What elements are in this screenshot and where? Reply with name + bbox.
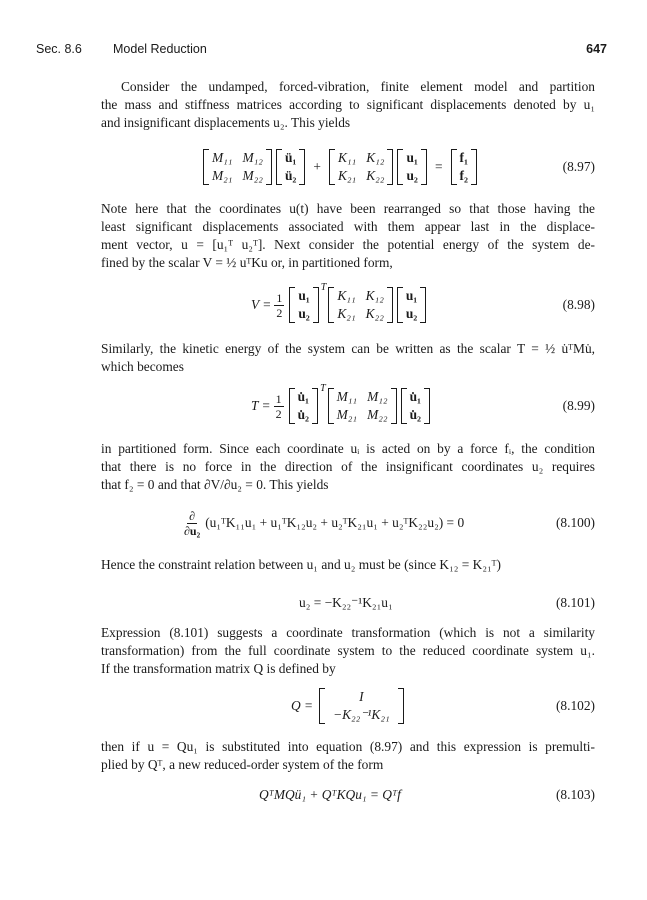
vector-entry: u₁ [298,288,310,303]
equation-number: (8.97) [562,159,595,174]
matrix-entry: M₂₂ [242,168,263,183]
transpose-mark: T [320,383,326,394]
equation-8-99 [101,383,595,429]
vector-entry: u̇₂ [297,407,310,422]
equation-number: (8.99) [562,398,595,413]
plus-operator: + [313,159,321,174]
equation-expression: u₂ = −K₂₂⁻¹K₂₁u₁ [299,595,393,610]
derivative-denominator: ∂u₂ [184,523,201,538]
matrix-entry: K₂₂ [366,168,385,183]
equation-number: (8.103) [555,787,595,802]
equation-lhs: T = [251,398,271,413]
displacement-vector [397,287,426,323]
text-line: least significant displacements associated with them appear last in the displace- [101,219,595,234]
vector-entry: u₂ [405,306,418,321]
vector-entry: u̇₂ [409,407,422,422]
paragraph-reduced-system [101,738,595,774]
fraction-numerator: 1 [275,391,282,406]
equation-number: (8.100) [555,515,595,530]
text-line: in partitioned form. Since each coordinate uᵢ is acted on by a force fᵢ, the condition [101,441,595,456]
text-line: ment vector, u = [u₁ᵀ u₂ᵀ]. Next consider the potential energy of the system de- [101,237,595,252]
vector-entry: ü₂ [284,168,297,183]
equation-8-100 [101,500,595,546]
equation-number: (8.98) [562,297,595,312]
vector-entry: u₁ [406,150,418,165]
vector-entry: u₂ [298,306,310,321]
fraction-denominator: 2 [275,406,282,421]
matrix-entry: M₁₂ [242,150,263,165]
text-line: Consider the undamped, forced-vibration, finite element model and partition [121,79,595,94]
partial-derivative [182,509,202,538]
text-line: Hence the constraint relation between u₁ and u₂ must be (since K₁₂ = K₂₁ᵀ) [101,557,501,572]
text-line: Expression (8.101) suggests a coordinate transformation (which is not a similarity [101,625,595,640]
transformation-matrix [319,688,404,724]
fraction-one-half [274,392,284,421]
velocity-vector [289,388,318,424]
acceleration-vector [276,149,305,185]
section-number: Sec. 8.6 [36,42,82,56]
vector-entry: f₂ [459,168,468,183]
stiffness-matrix [329,149,394,185]
matrix-entry: −K₂₂⁻¹K₂₁ [333,707,390,722]
vector-entry: u̇₁ [297,389,310,404]
text-line: the mass and stiffness matrices according to significant displacements denoted by u₁ [101,97,595,112]
fraction-numerator: 1 [276,290,283,305]
paragraph-potential-energy [101,200,595,272]
equation-expression: QᵀMQü₁ + QᵀKQu₁ = Qᵀf [259,787,401,802]
text-line: that there is no force in the direction of the insignificant coordinates u₂ requires [101,459,595,474]
fraction-denominator: 2 [276,305,283,320]
text-line: that f₂ = 0 and that ∂V/∂u₂ = 0. This yields [101,477,329,492]
text-line: which becomes [101,359,184,374]
transpose-mark: T [320,282,327,293]
equation-8-101 [101,580,595,626]
text-line: and insignificant displacements u₂. This yields [101,115,351,130]
text-line: then if u = Qu₁ is substituted into equation (8.97) and this expression is premulti- [101,739,595,754]
matrix-entry: M₂₁ [212,168,233,183]
paragraph-kinetic-energy [101,340,595,376]
paragraph-intro [101,78,595,132]
equation-8-98 [101,282,595,328]
matrix-entry: M₂₁ [336,407,358,422]
equation-8-97 [101,144,595,190]
paragraph-transformation [101,624,595,678]
mass-matrix [203,149,272,185]
equation-number: (8.102) [555,698,595,713]
displacement-vector [289,287,318,323]
text-line: Similarly, the kinetic energy of the system can be written as the scalar T = ½ u̇ᵀMu̇, [101,341,595,356]
vector-entry: u̇₁ [409,389,422,404]
matrix-entry: M₁₁ [336,389,358,404]
equals-operator: = [434,159,443,174]
matrix-entry: K₂₁ [337,168,357,183]
matrix-entry: K₂₂ [365,306,384,321]
text-line: If the transformation matrix Q is defined by [101,661,336,676]
mass-matrix [328,388,397,424]
matrix-entry: I [359,689,364,704]
page-number: 647 [586,42,607,56]
vector-entry: ü₁ [284,150,297,165]
matrix-entry: K₁₂ [366,150,385,165]
force-vector [451,149,477,185]
vector-entry: u₁ [405,288,418,303]
equation-8-102 [101,683,595,729]
matrix-entry: K₁₂ [365,288,384,303]
matrix-entry: K₁₁ [337,150,357,165]
velocity-vector [401,388,430,424]
matrix-entry: M₁₂ [367,389,388,404]
equation-expression: (u₁ᵀK₁₁u₁ + u₁ᵀK₁₂u₂ + u₂ᵀK₂₁u₁ + u₂ᵀK₂₂u₂) = 0 [205,515,465,530]
paragraph-constraint [101,556,595,574]
vector-entry: u₂ [406,168,418,183]
displacement-vector [397,149,426,185]
equation-lhs: V = [251,297,272,312]
text-line: Note here that the coordinates u(t) have been rearranged so that those having the [101,201,595,216]
paragraph-force-condition [101,440,595,494]
equation-number: (8.101) [555,595,595,610]
matrix-entry: K₁₁ [337,288,356,303]
matrix-entry: K₂₁ [337,306,356,321]
vector-entry: f₁ [459,150,468,165]
stiffness-matrix [328,287,393,323]
equation-8-103 [101,772,595,818]
text-line: transformation) from the full coordinate system to the reduced coordinate system u₁. [101,643,595,658]
derivative-numerator: ∂ [189,508,196,523]
matrix-entry: M₁₁ [212,150,233,165]
fraction-one-half [274,291,284,320]
text-line: plied by Qᵀ, a new reduced-order system of the form [101,757,384,772]
equation-lhs: Q = [291,698,314,713]
section-title: Model Reduction [113,42,207,56]
matrix-entry: M₂₂ [367,407,388,422]
text-line: fined by the scalar V = ½ uᵀKu or, in partitioned form, [101,255,393,270]
